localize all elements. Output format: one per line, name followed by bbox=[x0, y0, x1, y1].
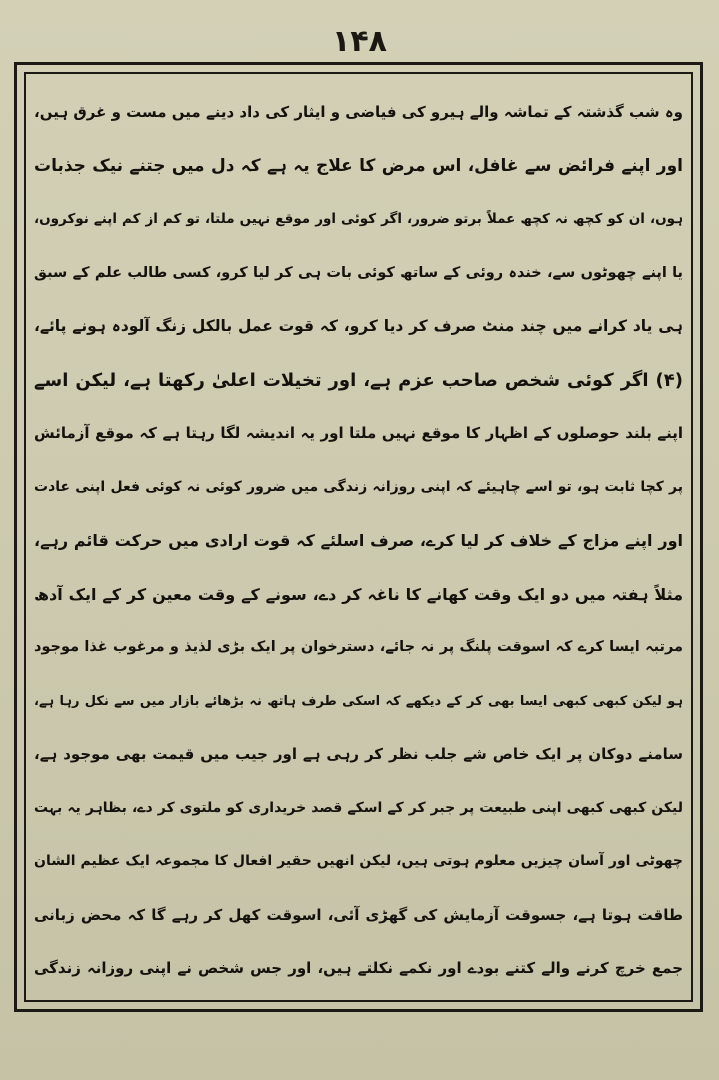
text-line: مرتبہ ایسا کرے کہ اسوقت پلنگ پر نہ جائے، دسترخوان پر ایک بڑی لذیذ و مرغوب غذا موجود bbox=[34, 639, 683, 655]
text-line: اور اپنے مزاج کے خلاف کر لیا کرے، صرف اسلئے کہ قوت ارادی میں حرکت قائم رہے، bbox=[34, 531, 683, 550]
text-line: لیکن کبھی کبھی اپنی طبیعت پر جبر کر کے اسکے قصد خریداری کو ملتوی کر دے، بظاہر یہ بہت bbox=[34, 799, 683, 816]
text-line: ہی یاد کرانے میں چند منٹ صرف کر دیا کرو، کہ قوت عمل بالکل زنگ آلودہ ہونے پائے، bbox=[34, 317, 683, 335]
text-line: یا اپنے چھوٹوں سے، خندہ روئی کے ساتھ کوئی بات ہی کر لیا کرو، کسی طالب علم کے سبق bbox=[34, 264, 683, 281]
text-line: جمع خرچ کرنے والے کتنے بودے اور نکمے نکلتے ہیں، اور جس شخص نے اپنی روزانہ زندگی bbox=[34, 959, 683, 977]
text-line: وہ شب گذشتہ کے تماشہ والے ہیرو کی فیاضی و ایثار کی داد دینے میں مست و غرق ہیں، bbox=[34, 103, 683, 121]
text-line: ہو لیکن کبھی کبھی ایسا بھی کر کے دیکھے کہ اسکی طرف ہاتھ نہ بڑھائے بازار میں سے نکل رہا ہے، bbox=[34, 693, 683, 709]
text-line: پر کچا ثابت ہو، تو اسے چاہیئے کہ اپنی روزانہ زندگی میں ضرور کوئی نہ کوئی فعل اپنی عادت bbox=[34, 478, 683, 495]
text-line: اور اپنے فرائض سے غافل، اس مرض کا علاج یہ ہے کہ دل میں جتنے نیک جذبات bbox=[34, 155, 683, 176]
text-line: سامنے دوکان پر ایک خاص شے جلب نظر کر رہی ہے اور جیب میں قیمت بھی موجود ہے، bbox=[34, 745, 683, 763]
text-line: چھوٹی اور آسان چیزیں معلوم ہوتی ہیں، لیکن انھیں حقیر افعال کا مجموعہ ایک عظیم الشان bbox=[34, 853, 683, 869]
text-line: مثلاً ہفتہ میں دو ایک وقت کھانے کا ناغہ کر دے، سونے کے وقت معین کر کے ایک آدھ bbox=[34, 584, 683, 604]
text-line: (۴) اگر کوئی شخص صاحب عزم ہے، اور تخیلات اعلیٰ رکھتا ہے، لیکن اسے bbox=[34, 369, 683, 391]
page-number: ۱۴۸ bbox=[332, 24, 387, 59]
body-text bbox=[34, 86, 683, 986]
text-line: ہوں، ان کو کچھ نہ کچھ عملاً برتو ضرور، اگر کوئی اور موقع نہیں ملتا، تو کم از کم اپنے نوکروں، bbox=[34, 211, 683, 227]
text-line: طاقت ہوتا ہے، جسوقت آزمایش کی گھڑی آئی، اسوقت کھل کر رہے گا کہ محض زبانی bbox=[34, 905, 683, 924]
text-line: اپنے بلند حوصلوں کے اظہار کا موقع نہیں ملتا اور یہ اندیشہ لگا رہتا ہے کہ موقع آزمائش bbox=[34, 424, 683, 442]
